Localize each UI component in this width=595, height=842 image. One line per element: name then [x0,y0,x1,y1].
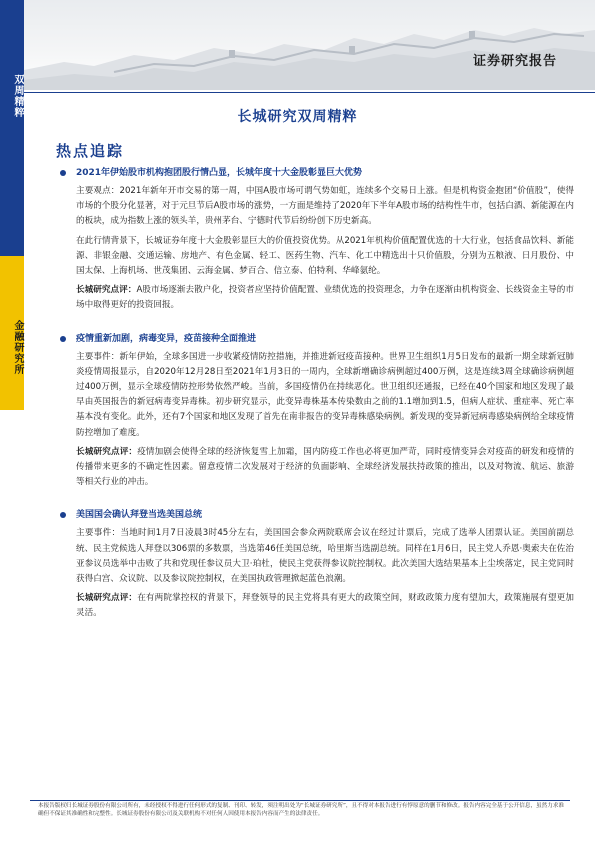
footer-disclaimer: 本报告版权归长城证券股份有限公司所有，未经授权不得进行任何形式的复制、刊印、转发，须注明出处为“长城证券研究所”，且不得对本报告进行有悖原意的删节和修改。报告内容完全基于公开信息，虽然力求准确但不保证其准确性和完整性。长城证券股份有限公司及关联机构不对任何人因使用本报告内容而产生的法律责任。 [38,803,565,817]
comment-paragraph [76,591,574,621]
bullet-icon [60,512,66,518]
section-title: 热点追踪 [56,142,125,160]
paragraph: 主要事件：新年伊始，全球多国进一步收紧疫情防控措施，并推进新冠疫苗接种。世界卫生组织1月5日发布的最新一期全球新冠肺炎疫情周报显示，自2020年12月28日至2021年1月3日的一周内，全球新增确诊病例超过400万例，这是连续3周全球确诊病例超过400万例，显示全球疫情防控形势依然严峻。当前，多国疫情仍在持续恶化。世卫组织还通报，已经在40个国家和地区发现了最早由英国报告的新冠病毒变异毒株。初步研究显示，此变异毒株基本传染数由之前的1.1增加到1.5，但病人症状、重症率、死亡率基本没有变化。此外，还有7个国家和地区发现了首先在南非报告的变异毒株感染病例。新发现的变异新冠病毒感染病例给全球疫情防控增加了难度。 [76,351,574,438]
item-title [56,332,574,346]
comment-label: 长城研究点评： [76,285,137,296]
item-title-text: 疫情重新加剧，病毒变异，疫苗接种全面推进 [76,333,257,344]
comment-text: A股市场逐渐去散户化，投资者应坚持价值配置、业绩优选的投资理念，力争在逐渐由机构资金、长线资金主导的市场中取得更好的投资回报。 [76,285,574,311]
page-header [24,0,595,90]
comment-text: 在有两院掌控权的背景下，拜登领导的民主党将具有更大的政策空间，财政政策力度有望加大，政策施展有望更加灵活。 [76,593,574,619]
comment-paragraph [76,283,574,313]
bullet-icon [60,336,66,342]
item-title-text: 美国国会确认拜登当选美国总统 [76,510,203,521]
comment-text: 疫情加剧会使得全球的经济恢复雪上加霜，国内防疫工作也必将更加严苛，同时疫情变异会对疫苗的研发和疫情的传播带来更多的不确定性因素。留意疫情二次发展对于经济的负面影响、全球经济发展扶持政策的推出，以及对物流、航运、旅游等相关行业的冲击。 [76,446,574,488]
paragraph: 主要观点：2021年新年开市交易的第一周，中国A股市场可谓气势如虹，连续多个交易日上涨。但是机构资金抱团“价值股”，使得市场的个股分化显著，对于元旦节后A股市场的涨势，一方面是维持了2020年下半年A股市场的结构性牛市，包括白酒、新能源在内的板块，成为指数上涨的领头羊，贵州茅台、宁德时代节后纷纷创下历史新高。 [76,186,574,227]
comment-paragraph [76,445,574,491]
header-divider [24,92,595,93]
sidebar-top-label: 双周精粹 [12,74,23,118]
bullet-icon [60,170,66,176]
item-title [56,166,574,180]
sidebar-top-band [0,0,24,256]
footer-divider [30,800,570,801]
sidebar-bottom-label: 金融研究所 [12,320,23,375]
item-title [56,508,574,522]
comment-label: 长城研究点评： [76,593,138,604]
paragraph: 主要事件：当地时间1月7日凌晨3时45分左右，美国国会参众两院联席会议在经过计票后，完成了选举人团票认证。美国前副总统、民主党候选人拜登以306票的多数票，当选第46任美国总统，哈里斯当选副总统。同样在1月6日，民主党人乔恩·奥索夫在佐治亚参议员选举中击败了共和党现任参议员大卫·珀杜，使民主党获得参议院控制权。此次美国大选结果基本上尘埃落定，民主党同时获得白宫、众议院、以及参议院控制权，在美国执政管理掀起蓝色浪潮。 [76,528,574,585]
comment-label: 长城研究点评： [76,446,138,457]
item-title-text: 2021年伊始股市机构抱团股行情凸显，长城年度十大金股彰显巨大优势 [76,168,363,178]
great-wall-banner-image [24,0,595,90]
document-title: 长城研究双周精粹 [237,109,358,125]
paragraph: 在此行情背景下，长城证券年度十大金股彰显巨大的价值投资优势。从2021年机构价值配置优选的十大行业，包括食品饮料、新能源、非银金融、交通运输、房地产、有色金属、轻工、医药生物、汽车、化工中精选出十只价值股，分别为五粮液、日月股份、中国太保、上海机场、世茂集团、云海金属、梦百合、信立泰、伯特利、华峰氨纶。 [76,235,574,277]
report-type-label: 证券研究报告 [472,54,557,69]
main-content [56,166,574,626]
